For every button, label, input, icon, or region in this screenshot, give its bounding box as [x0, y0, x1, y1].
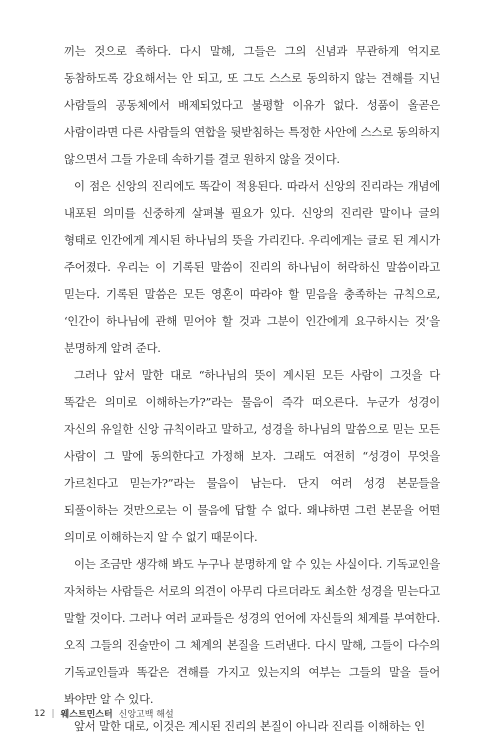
page-footer [34, 707, 174, 720]
page-number: 12 [34, 708, 46, 719]
book-subtitle: 신앙고백 해설 [118, 710, 174, 720]
body-text [64, 38, 440, 740]
footer-separator: | [51, 708, 55, 719]
book-title: 웨스트민스터 [60, 710, 113, 720]
paragraph-5: 앞서 말한 대로, 이것은 계시된 진리의 본질이 아니라 진리를 이해하는 인 [74, 719, 425, 733]
paragraph-3: 그러나 앞서 말한 대로 “하나님의 뜻이 계시된 모든 사람이 그것을 다 똑같은 의미로 이해하는가?”라는 물음이 즉각 떠오른다. 누군가 성경이 자신의 유일한 신앙 규칙이라고 말하고, 성경을 하나님의 말씀으로 믿는 모든 사람이 그 말에 동의한다고 가정해 보자. 그래도 여전히 “성경이 무엇을 가르친다고 믿는가?”라는 물음이 남는다. 단지 여러 성경 본문들을 되풀이하는 것만으로는 이 물음에 답할 수 없다. 왜냐하면 그런 본문을 어떤 의미로 이해하는지 알 수 없기 때문이다. [64, 368, 440, 544]
paragraph-4: 이는 조금만 생각해 봐도 누구나 분명하게 알 수 있는 사실이다. 기독교인을 자처하는 사람들은 서로의 의견이 아무리 다르더라도 최소한 성경을 믿는다고 말할 것이다. 그러나 여러 교파들은 성경의 언어에 자신들의 체계를 부여한다. 오직 그들의 진술만이 그 체계의 본질을 드러낸다. 다시 말해, 그들이 다수의 기독교인들과 똑같은 견해를 가지고 있는지의 여부는 그들의 말을 들어 봐야만 알 수 있다. [64, 557, 440, 706]
paragraph-2: 이 점은 신앙의 진리에도 똑같이 적용된다. 따라서 신앙의 진리라는 개념에 내포된 의미를 신중하게 살펴볼 필요가 있다. 신앙의 진리란 말이나 글의 형태로 인간에게 계시된 하나님의 뜻을 가리킨다. 우리에게는 글로 된 계시가 주어졌다. 우리는 이 기록된 말씀이 진리의 하나님이 허락하신 말씀이라고 믿는다. 기록된 말씀은 모든 영혼이 따라야 할 믿음을 충족하는 규칙으로, ‘인간이 하나님에 관해 믿어야 할 것과 그분이 인간에게 요구하시는 것’을 분명하게 알려 준다. [64, 179, 440, 355]
paragraph-1: 끼는 것으로 족하다. 다시 말해, 그들은 그의 신념과 무관하게 억지로 동참하도록 강요해서는 안 되고, 또 그도 스스로 동의하지 않는 견해를 지닌 사람들의 공동체에서 배제되었다고 불평할 이유가 없다. 성품이 올곧은 사람이라면 다른 사람들의 연합을 뒷받침하는 특정한 사안에 스스로 동의하지 않으면서 그들 가운데 속하기를 결코 원하지 않을 것이다. [64, 44, 440, 166]
